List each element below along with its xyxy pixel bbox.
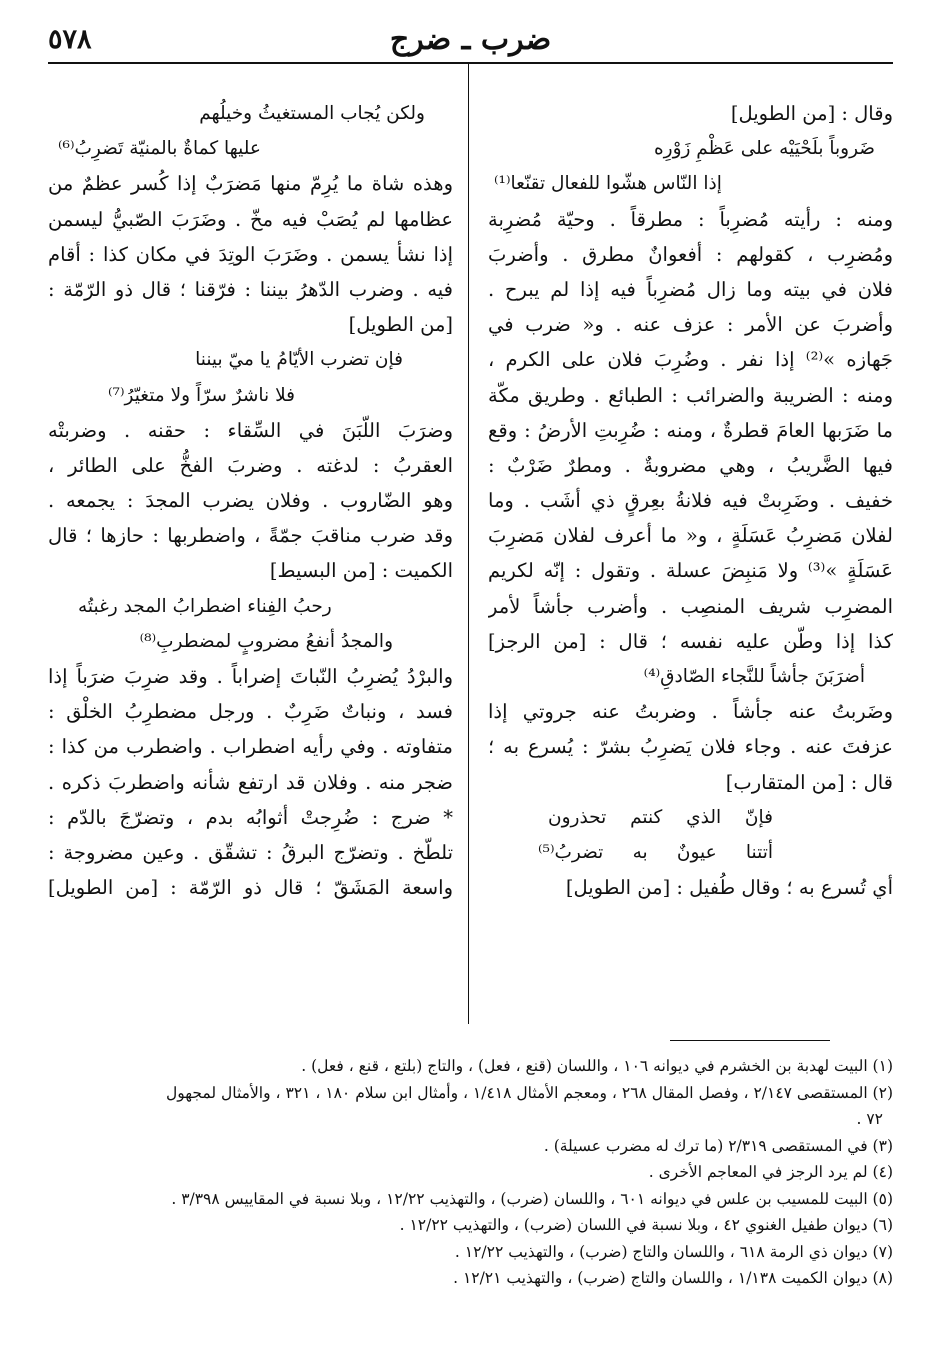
left-column bbox=[48, 96, 453, 905]
text-line: العقربُ : لدغته . وضربَ الفخُّ على الطائر ، bbox=[48, 453, 453, 477]
verse-line: أضرَبَنَ جأشاً للنَّجاء الصّادقِ⁽⁴⁾ bbox=[643, 666, 865, 687]
text-line: ومنه : رأيته مُضرِباً : مطرقاً . وحيّة مُضرِبة bbox=[488, 207, 893, 231]
text-line: جَهازه »⁽²⁾ إذا نفر . وضُرِبَ فلان على الكرم ، bbox=[488, 348, 893, 372]
text-line: فيها الضَّريبُ ، وهي مضروبةٌ . ومطرٌ ضَرْبٌ : bbox=[488, 453, 893, 477]
verse-line: رحبُ الفِناء اضطرابُ المجد رغبتُه bbox=[78, 595, 332, 617]
text-line: عظامها لم يُصَبْ فيه مخّ . وضَرَبَ الصّبيُّ ليسمن bbox=[48, 207, 453, 231]
page-number: ٥٧٨ bbox=[48, 24, 92, 55]
footnote: (٧) ديوان ذي الرمة ٦١٨ ، واللسان والتاج (ضرب) ، والتهذيب ١٢/٢٢ . bbox=[454, 1242, 893, 1261]
footnote: (٨) ديوان الكميت ١/١٣٨ ، واللسان والتاج (ضرب) ، والتهذيب ١٢/٢١ . bbox=[453, 1269, 893, 1287]
text-line: وهو الضّاروب . وفلان يضرب المجدَ : يجمعه . bbox=[48, 489, 453, 513]
text-line: عَسَلَةٍ »⁽³⁾ ولا مَنبِضَ عسلة . وتقول : إنّه لكريم bbox=[488, 559, 893, 583]
verse-line: ضَروباً بلَحْيَيْه على عَظْمِ زَوْرِه bbox=[653, 138, 875, 160]
verse-line: إذا النّاس هشّوا للفعال تقنّعا⁽¹⁾ bbox=[494, 173, 722, 195]
text-line: فلان في بيته وما زال مُضرِباً فيه إذا لم يبرح . bbox=[488, 277, 893, 301]
text-line: وضرَبَ اللّبَنَ في السِّقاء : حقنه . وضربتْه bbox=[48, 418, 453, 442]
verse-line: فلا ناشرٌ سرّاً ولا متغيّرُ⁽⁷⁾ bbox=[108, 384, 295, 406]
text-line: الكميت : [من البسيط] bbox=[269, 559, 453, 583]
text-line: إذا نشأ يسمن . وضَرَبَ الوتِدَ في مكان كذا : أقام bbox=[48, 242, 453, 266]
text-line: خفيف . وضَرِبتْ فيه فلانةُ بعِرقٍ ذي أشَب . وما bbox=[488, 489, 893, 513]
text-line: وقال : [من الطويل] bbox=[730, 102, 893, 125]
text-line: وقد ضرب مناقبَ جمّةً ، واضطربها : حازها ؛ قال bbox=[48, 524, 453, 548]
footnote-rule bbox=[670, 1040, 830, 1041]
verse-line: عليها كماةٌ بالمنيّة تَضرِبُ⁽⁶⁾ bbox=[58, 138, 261, 160]
text-line: لفلان مَضرِبُ عَسَلَةٍ ، و« ما أعرف لفلان مَضرِبَ bbox=[488, 524, 893, 548]
text-line: أي تُسرع به ؛ وقال طُفيل : [من الطويل] bbox=[565, 876, 893, 900]
text-line: ضجر منه . وفلان قد ارتفع شأنه واضطربَ ذكره . bbox=[48, 770, 453, 794]
footnote: (٢) المستقصى ٢/١٤٧ ، وفصل المقال ٢٦٨ ، ومعجم الأمثال ١/٤١٨ ، وأمثال ابن سلام ١٨٠ ، ٣٢١ ، والأمثال لمجهول bbox=[165, 1083, 893, 1102]
footnote-continuation: ٧٢ . bbox=[856, 1110, 883, 1128]
right-column bbox=[488, 96, 893, 905]
page-title: ضرب ـ ضرج bbox=[389, 22, 552, 57]
text-line: المضرِب شريف المنصِب . وأضرب جأشاً لأمر bbox=[488, 594, 893, 618]
text-line: والبرْدُ يُضرِبُ النّباتَ إضراباً . وقد ضرِبَ ضرَباً إذا bbox=[48, 665, 453, 688]
text-line: فيه . وضرب الدّهرُ بيننا : فرّقنا ؛ قال ذو الرّمّة : bbox=[48, 277, 453, 301]
header-rule bbox=[48, 62, 893, 64]
text-line: وهذه شاة ما يُرِمّ منها مَضرَبٌ إذا كُسر عظمٌ من bbox=[48, 172, 453, 196]
footnote: (١) البيت لهدبة بن الخشرم في ديوانه ١٠٦ ، واللسان (قنع ، فعل) ، والتاج (بلتع ، قنع ، فعل) . bbox=[301, 1057, 893, 1075]
verse-line: فإن تضرب الأيّامُ يا ميّ بيننا bbox=[195, 349, 403, 371]
text-line: متفاوته . وفي رأيه اضطراب . واضطرب من كذا : bbox=[48, 735, 453, 759]
verse-line: فإنّ الذي كنتم تحذرون bbox=[548, 806, 773, 828]
footnote: (٥) البيت للمسيب بن علس في ديوانه ٦٠١ ، واللسان (ضرب) ، والتهذيب ١٢/٢٢ ، وبلا نسبة في المقاييس ٣/٣٩٨ . bbox=[171, 1189, 893, 1208]
verse-line: والمجدُ أنفعُ مضروبٍ لمضطربِ⁽⁸⁾ bbox=[139, 630, 393, 652]
text-line: قال : [من المتقارب] bbox=[725, 770, 893, 794]
text-line: كذا إذا وطّن عليه نفسه ؛ قال : [من الرجز] bbox=[488, 629, 893, 653]
text-line: واسعة المَشَقّ ؛ قال ذو الرّمّة : [من الطويل] bbox=[48, 876, 453, 900]
text-line: ومنه : الضريبة والضرائب : الطبائع . وطريق مكّة bbox=[488, 383, 893, 407]
text-line: فسد ، ونباتٌ ضَرِبٌ . ورجل مضطرِبُ الخلْق : bbox=[48, 700, 453, 724]
column-divider bbox=[468, 64, 469, 1024]
text-line: وضَربتُ عنه جأشاً . وضربتُ عنه جروتي إذا bbox=[488, 700, 893, 724]
verse-line: ولكن يُجاب المستغيثُ وخيلُهم bbox=[199, 103, 425, 124]
text-line: وأضربَ عن الأمر : عزف عنه . و« ضرب في bbox=[488, 313, 893, 337]
text-line: تلطّخ . وتضرّج البرقُ : تشقّق . وعين مضروجة : bbox=[48, 840, 453, 864]
footnote: (٣) في المستقصى ٢/٣١٩ (ما ترك له مضرب عسيلة) . bbox=[543, 1136, 893, 1155]
text-line: عزفتَ عنه . وجاء فلان يَضرِبُ بشرّ : يُسرع به ؛ bbox=[488, 735, 893, 759]
text-line: [من الطويل] bbox=[348, 313, 453, 337]
verse-line: أتتنا عيونٌ به تضربُ⁽⁵⁾ bbox=[538, 841, 773, 863]
entry-heading-line: * ضرج : ضُرِجتْ أثوابُه بدم ، وتضرّجَ بالدّم : bbox=[48, 805, 453, 829]
footnote: (٦) ديوان طفيل الغنوي ٤٢ ، وبلا نسبة في اللسان (ضرب) ، والتهذيب ١٢/٢٢ . bbox=[399, 1216, 893, 1234]
footnote: (٤) لم يرد الرجز في المعاجم الأخرى . bbox=[648, 1163, 893, 1181]
footnotes bbox=[48, 1053, 893, 1292]
text-line: ما ضَرَبها العامَ قطرةٌ ، ومنه : ضُرِبتِ الأرضُ : وقع bbox=[488, 418, 893, 442]
text-line: ومُضرِب ، كقولهم : أفعوانٌ مطرق . وأضربَ bbox=[488, 242, 893, 266]
page-header bbox=[48, 16, 893, 60]
